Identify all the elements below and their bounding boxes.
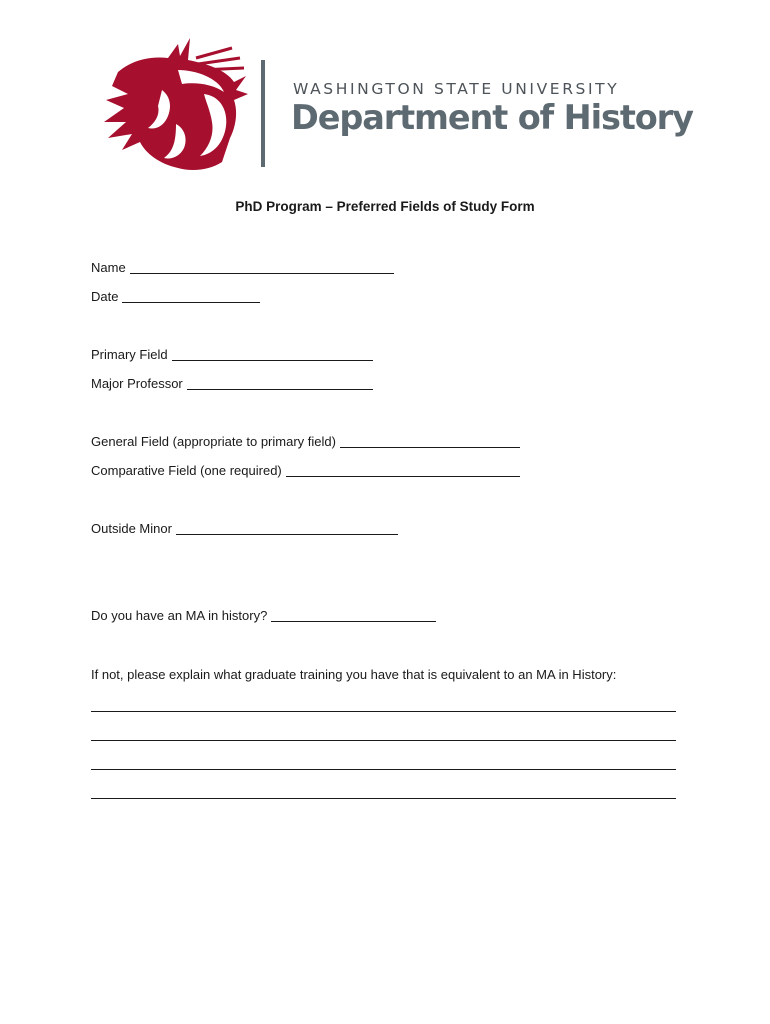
comparative-field-row — [91, 462, 520, 480]
outside-minor-label: Outside Minor — [91, 521, 172, 536]
page-header — [0, 0, 770, 180]
name-label: Name — [91, 260, 126, 275]
primary-field-label: Primary Field — [91, 347, 168, 362]
primary-field-blank[interactable] — [172, 347, 373, 361]
date-label: Date — [91, 289, 119, 304]
department-name: Department of History — [291, 98, 693, 137]
major-professor-row — [91, 375, 373, 393]
comparative-field-blank[interactable] — [286, 463, 520, 477]
explain-answer-line[interactable] — [91, 769, 676, 770]
name-blank[interactable] — [130, 260, 394, 274]
university-name: WASHINGTON STATE UNIVERSITY — [293, 80, 620, 98]
primary-field-row — [91, 346, 373, 364]
ma-answer-blank[interactable] — [271, 608, 436, 622]
general-field-row — [91, 433, 520, 451]
cougar-head-icon — [104, 38, 248, 170]
major-professor-label: Major Professor — [91, 376, 183, 391]
date-row — [91, 288, 260, 306]
general-field-label: General Field (appropriate to primary field) — [91, 434, 336, 449]
explain-answer-line[interactable] — [91, 711, 676, 712]
comparative-field-label: Comparative Field (one required) — [91, 463, 282, 478]
wsu-cougar-logo — [100, 30, 250, 175]
explain-prompt: If not, please explain what graduate training you have that is equivalent to an MA in History: — [91, 667, 617, 682]
ma-question-label: Do you have an MA in history? — [91, 608, 268, 623]
ma-question-row — [91, 607, 436, 625]
explain-answer-line[interactable] — [91, 798, 676, 799]
date-blank[interactable] — [122, 289, 260, 303]
general-field-blank[interactable] — [340, 434, 520, 448]
name-row — [91, 259, 394, 277]
outside-minor-row — [91, 520, 398, 538]
form-title: PhD Program – Preferred Fields of Study Form — [235, 199, 535, 214]
major-professor-blank[interactable] — [187, 376, 373, 390]
outside-minor-blank[interactable] — [176, 521, 398, 535]
explain-answer-line[interactable] — [91, 740, 676, 741]
header-divider — [261, 60, 265, 167]
